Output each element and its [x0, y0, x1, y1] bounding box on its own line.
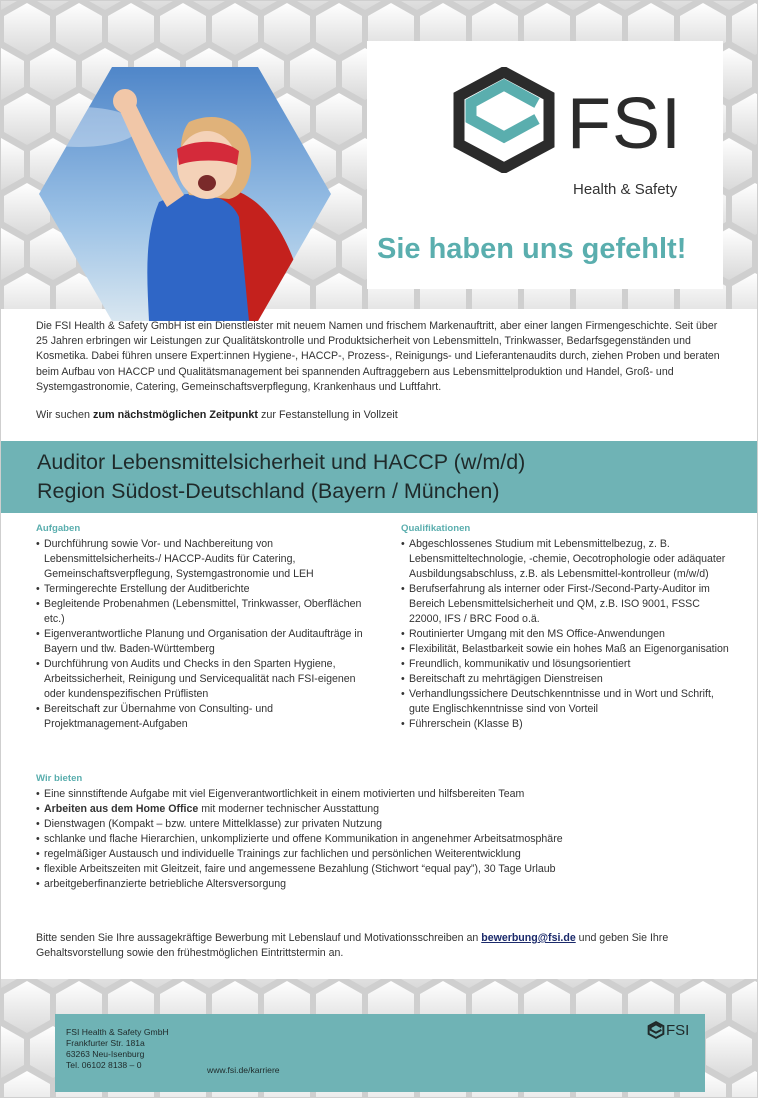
offer-heading: Wir bieten [36, 773, 83, 784]
apply-text-after: und geben Sie Ihre Gehaltsvorstellung sowie den frühestmöglichen Eintrittstermin an. [36, 932, 669, 960]
home-office-rest: mit moderner technischer Ausstattung [198, 803, 380, 815]
list-item: • Freundlich, kommunikativ und lösungsorientiert [401, 657, 731, 672]
search-prefix: Wir suchen [36, 409, 93, 421]
footer-logo [647, 1021, 689, 1039]
list-item: • Termingerechte Erstellung der Auditberichte [36, 582, 366, 597]
fsi-hexagon-logo-icon [449, 67, 559, 173]
logo-subtitle: Health & Safety [573, 181, 678, 198]
qualifications-heading: Qualifikationen [401, 523, 471, 534]
company-intro: Die FSI Health & Safety GmbH ist ein Dienstleister mit neuem Namen und frischem Markenauftritt, aber einer langen Firmengeschichte. Seit über 25 Jahren erbringen wir Leistungen zur Qualitätskontrolle und Produktsicherheit von Lebensmitteln, Trinkwasser, Bedarfsgegenständen und Kosmetika. Dabei führen unsere Expert:innen Hygiene-, HACCP-, Prozess-, Reinigungs- und Lieferantenaudits durch, ziehen Proben und beraten beim Aufbau von HACCP und Qualitätsmanagement bei spannenden Auftraggebern aus Lebensmittelproduktion und Handel, Groß- und Systemgastronomie, Catering, Gemeinschaftsverpflegung, Krankenhaus und Luftfahrt. [36, 320, 720, 393]
job-title-line2: Region Südost-Deutschland (Bayern / München) [37, 479, 500, 503]
job-title-line1: Auditor Lebensmittelsicherheit und HACCP (w/m/d) [37, 450, 526, 474]
logo-wordmark: FSI [567, 84, 683, 164]
list-item: • Verhandlungssichere Deutschkenntnisse und in Wort und Schrift, gute Englischkenntnisse sind von Vorteil [401, 687, 731, 717]
list-item: • Abgeschlossenes Studium mit Lebensmittelbezug, z. B. Lebensmitteltechnologie, -chemie, Oecotrophologie oder adäquater Ausbildungsabschluss, z.B. als Lebensmittel-kontrolleur (m/w/d) [401, 537, 731, 582]
hero-headline: Sie haben uns gefehlt! [377, 233, 687, 265]
search-suffix: zur Festanstellung in Vollzeit [257, 409, 398, 421]
list-item: • Berufserfahrung als interner oder First-/Second-Party-Auditor im Bereich Lebensmittelsicherheit und QM, z.B. ISO 9001, FSSC 22000, IFS / BRC Food o.ä. [401, 582, 731, 627]
logo-card [367, 41, 723, 289]
qualifications-section [401, 521, 731, 732]
application-instructions [36, 931, 726, 961]
tasks-list [36, 537, 366, 732]
list-item: • Durchführung sowie Vor- und Nachbereitung von Lebensmittelsicherheits-/ HACCP-Audits für Catering, Gemeinschaftsverpflegung, Systemgastronomie und LEH [36, 537, 366, 582]
list-item: • Durchführung von Audits und Checks in den Sparten Hygiene, Arbeitssicherheit, Reinigung und Servicequalität nach FSI-eigenen oder kundenspezifischen Prüflisten [36, 657, 366, 702]
tasks-section [36, 521, 366, 732]
offer-list [36, 787, 736, 892]
footer-address [66, 1027, 169, 1071]
footer-website-link[interactable]: www.fsi.de/karriere [207, 1065, 280, 1075]
list-item: • flexible Arbeitszeiten mit Gleitzeit, faire und angemessene Bezahlung (Stichwort “equal pay”), 30 Tage Urlaub [36, 862, 736, 877]
list-item: • Begleitende Probenahmen (Lebensmittel, Trinkwasser, Oberflächen etc.) [36, 597, 366, 627]
list-item: • Eigenverantwortliche Planung und Organisation der Auditaufträge in Bayern und tlw. Baden-Württemberg [36, 627, 366, 657]
list-item: • Führerschein (Klasse B) [401, 717, 731, 732]
application-email-link[interactable]: bewerbung@fsi.de [481, 932, 576, 944]
footer-city: 63263 Neu-Isenburg [66, 1049, 145, 1059]
list-item: • Eine sinnstiftende Aufgabe mit viel Eigenverantwortlichkeit in einem motivierten und hilfsbereiten Team [36, 787, 736, 802]
apply-text-before: Bitte senden Sie Ihre aussagekräftige Bewerbung mit Lebenslauf und Motivationsschreiben an [36, 932, 482, 944]
list-item: • Dienstwagen (Kompakt – bzw. untere Mittelklasse) zur privaten Nutzung [36, 817, 736, 832]
list-item: • Bereitschaft zu mehrtägigen Dienstreisen [401, 672, 731, 687]
qualifications-list [401, 537, 731, 732]
offer-section [36, 771, 736, 892]
search-statement [36, 409, 398, 421]
child-superhero-photo [39, 67, 331, 321]
footer-phone: Tel. 06102 8138 – 0 [66, 1060, 142, 1070]
list-item: • schlanke und flache Hierarchien, unkomplizierte und offene Kommunikation in angenehmer Arbeitsatmosphäre [36, 832, 736, 847]
list-item [36, 802, 736, 817]
list-item: • Routinierter Umgang mit den MS Office-Anwendungen [401, 627, 731, 642]
list-item: • Flexibilität, Belastbarkeit sowie ein hohes Maß an Eigenorganisation [401, 642, 731, 657]
list-item: • regelmäßiger Austausch und individuelle Trainings zur fachlichen und persönlichen Weiterentwicklung [36, 847, 736, 862]
footer-company: FSI Health & Safety GmbH [66, 1027, 169, 1037]
job-title [37, 448, 525, 506]
tasks-heading: Aufgaben [36, 523, 81, 534]
list-item: • arbeitgeberfinanzierte betriebliche Altersversorgung [36, 877, 736, 892]
footer-contact-box [55, 1014, 705, 1092]
footer-logo-text: FSI [666, 1021, 690, 1039]
list-item: • Bereitschaft zur Übernahme von Consulting- und Projektmanagement-Aufgaben [36, 702, 366, 732]
footer-street: Frankfurter Str. 181a [66, 1038, 145, 1048]
search-bold: zum nächstmöglichen Zeitpunkt [93, 409, 258, 421]
home-office-bold: Arbeiten aus dem Home Office [44, 803, 199, 815]
fsi-hexagon-logo-icon [647, 1021, 665, 1039]
